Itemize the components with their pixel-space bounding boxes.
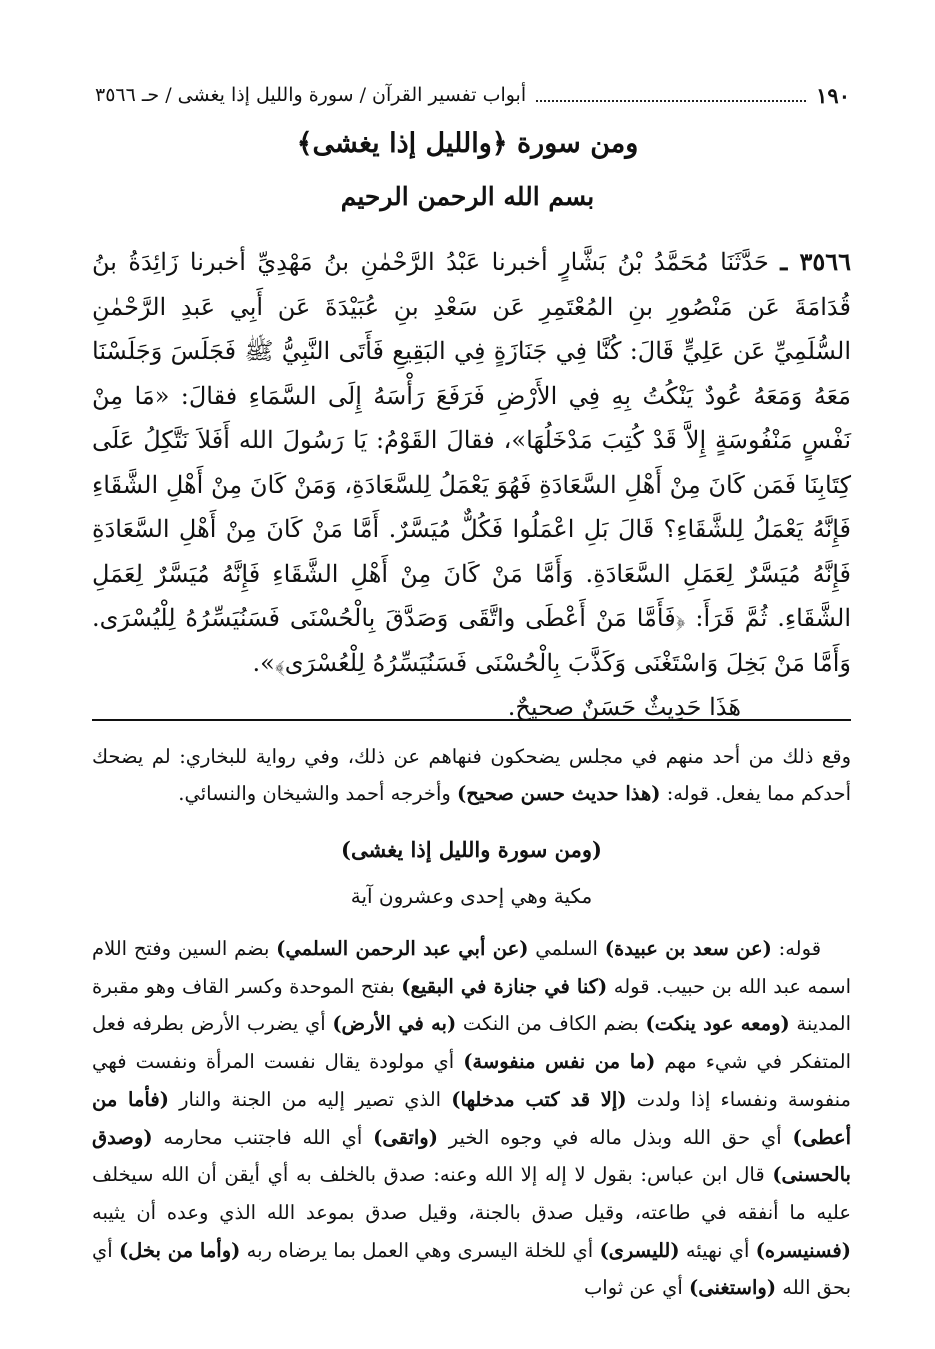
quoted-phrase: (لليسرى) <box>599 1238 680 1262</box>
quoted-phrase: (كنا في جنازة في البقيع) <box>401 974 608 998</box>
quoted-phrase: (عن سعد بن عبيدة) <box>604 937 772 960</box>
quoted-phrase: (ما من نفس منفوسة) <box>463 1050 656 1074</box>
quoted-phrase: (فأما من أعطى) <box>92 1087 851 1149</box>
commentary-section-title: (ومن سورة والليل إذا يغشى) <box>341 837 602 862</box>
commentary-text: أي حق الله وبذل ماله في وجوه الخير <box>448 1125 782 1149</box>
running-header <box>95 78 850 112</box>
quoted-phrase: (وأما من بخل) <box>118 1238 241 1262</box>
basmala: بسم الله الرحمن الرحيم <box>340 182 595 211</box>
commentary-text: الذي تصير إليه من الجنة والنار <box>179 1087 442 1111</box>
footnote-separator <box>92 719 851 721</box>
quoted-phrase: (هذا حديث حسن صحيح) <box>457 782 661 805</box>
commentary-text: قوله: <box>778 937 822 960</box>
commentary-text: أي للخلة اليسرى وهي العمل بما يرضاه ربه <box>246 1238 594 1262</box>
commentary-text: بفتح الموحدة وكسر القاف وهو مقبرة المدينة <box>92 974 851 1036</box>
hadith-grade: هَذَا حَدِيثٌ حَسَنٌ صحيحٌ. <box>507 693 741 721</box>
commentary-text: قال ابن عباس: بقول لا إله إلا الله وعنه: صدق بالخلف به أي أيقن أن الله سيخلف عليه ما أنفقه في طاعته، وقيل صدق بالجنة، وقيل صدق بموعد الله الذي وعده أن يثيبه <box>92 1163 851 1224</box>
commentary-text: بضم الكاف من النكت <box>462 1012 639 1036</box>
commentary-body <box>92 930 851 1307</box>
quoted-phrase: (وصدق بالحسنى) <box>92 1125 851 1187</box>
commentary-text: أي الله فاجتنب محارمه <box>163 1125 363 1149</box>
commentary-text: أي يضرب الأرض بطرفه فعل المتفكر في شيء مهم <box>92 1012 851 1074</box>
hadith-number: ٣٥٦٦ ـ <box>780 247 852 276</box>
intro-text: وقع ذلك من أحد منهم في مجلس يضحكون فنهاهم عن ذلك، وفي رواية للبخاري: لم يضحك أحدكم مما يفعل. قوله: <box>92 745 851 805</box>
quoted-phrase: (واتقى) <box>373 1125 438 1149</box>
quoted-phrase: (إلا قد كتب مدخلها) <box>451 1087 627 1111</box>
commentary-text: أي بحق الله <box>92 1238 851 1300</box>
quoted-phrase: (به في الأرض) <box>332 1012 457 1036</box>
leader-dots <box>536 100 806 102</box>
commentary-text: بضم السين وفتح اللام اسمه عبد الله بن حبيب. قوله <box>92 937 852 998</box>
commentary-section-subtitle: مكية وهي إحدى وعشرون آية <box>350 884 593 908</box>
commentary-text: أي عن ثواب <box>583 1276 683 1300</box>
intro-text: وأخرجه أحمد والشيخان والنسائي. <box>178 782 451 805</box>
commentary-text: السلمي <box>535 937 598 960</box>
quoted-phrase: (ومعه عود ينكت) <box>645 1012 790 1036</box>
commentary-text: أي نهيئه <box>685 1238 750 1262</box>
page-number: ١٩٠ <box>816 82 850 108</box>
hadith-text: حَدَّثَنَا مُحَمَّدُ بْنُ بَشَّارٍ أخبرنا عَبْدُ الرَّحْمٰنِ بنُ مَهْدِيِّ أخبرنا زَائِدَةُ بنُ قُدَامَةَ عَن مَنْصُورِ بنِ المُعْتَمِرِ عَن سَعْدِ بنِ عُبَيْدَةَ عَن أَبِي عَبدِ الرَّحْمٰنِ السُّلَمِيِّ عَن عَلِيٍّ قَالَ: كُنَّا فِي جَنَازَةٍ فِي البَقِيعِ فَأَتَى النَّبِيُّ ﷺ فَجَلَسَ وَجَلَسْنَا مَعَهُ وَمَعَهُ عُودٌ يَنْكُتُ بِهِ فِي الأَرْضِ فَرَفَعَ رَأْسَهُ إِلَى السَّمَاءِ فقالَ: «مَا مِنْ نَفْسٍ مَنْفُوسَةٍ إِلاَّ قَدْ كُتِبَ مَدْخَلُهَا»، فقالَ القَوْمُ: يَا رَسُولَ الله أَفَلاَ نَتَّكِلُ عَلَى كِتَابِنَا فَمَن كَانَ مِنْ أَهْلِ السَّعَادَةِ فَهُوَ يَعْمَلُ لِلسَّعَادَةِ، وَمَنْ كَانَ مِنْ أَهْلِ الشَّقَاءِ فَإِنَّهُ يَعْمَلُ لِلشَّقَاءِ؟ قَالَ بَلِ اعْمَلُوا فَكُلٌّ مُيَسَّرٌ. أَمَّا مَنْ كَانَ مِنْ أَهْلِ السَّعَادَةِ فَإِنَّهُ مُيَسَّرٌ لِعَمَلِ السَّعَادَةِ. وَأَمَّا مَنْ كَانَ مِنْ أَهْلِ الشَّقَاءِ فَإِنَّهُ مُيَسَّرٌ لِعَمَلِ الشَّقَاءِ. ثُمَّ قَرَأَ: ﴿فَأَمَّا مَنْ أَعْطَى واتَّقَى وَصَدَّقَ بِالْحُسْنَى فَسَنُيَسِّرُهُ لِلْيُسْرَى. وَأَمَّا مَنْ بَخِلَ وَاسْتَغْنَى وَكَذَّبَ بِالْحُسْنَى فَسَنُيَسِّرُهُ لِلْعُسْرَى﴾». <box>92 248 851 677</box>
quoted-phrase: (فسنيسره) <box>755 1238 851 1262</box>
surah-title: ومن سورة ﴿والليل إذا يغشى﴾ <box>296 128 639 159</box>
running-title: أبواب تفسير القرآن / سورة والليل إذا يغشى / حـ ٣٥٦٦ <box>95 84 527 106</box>
commentary-intro <box>92 738 851 812</box>
commentary-text: أي مولودة يقال نفست المرأة ونفست فهي منفوسة ونفساء إذا ولدت <box>92 1050 851 1111</box>
hadith-text-block <box>92 240 851 730</box>
quoted-phrase: (واستغنى) <box>688 1276 777 1300</box>
quoted-phrase: (عن أبي عبد الرحمن السلمي) <box>276 937 529 960</box>
